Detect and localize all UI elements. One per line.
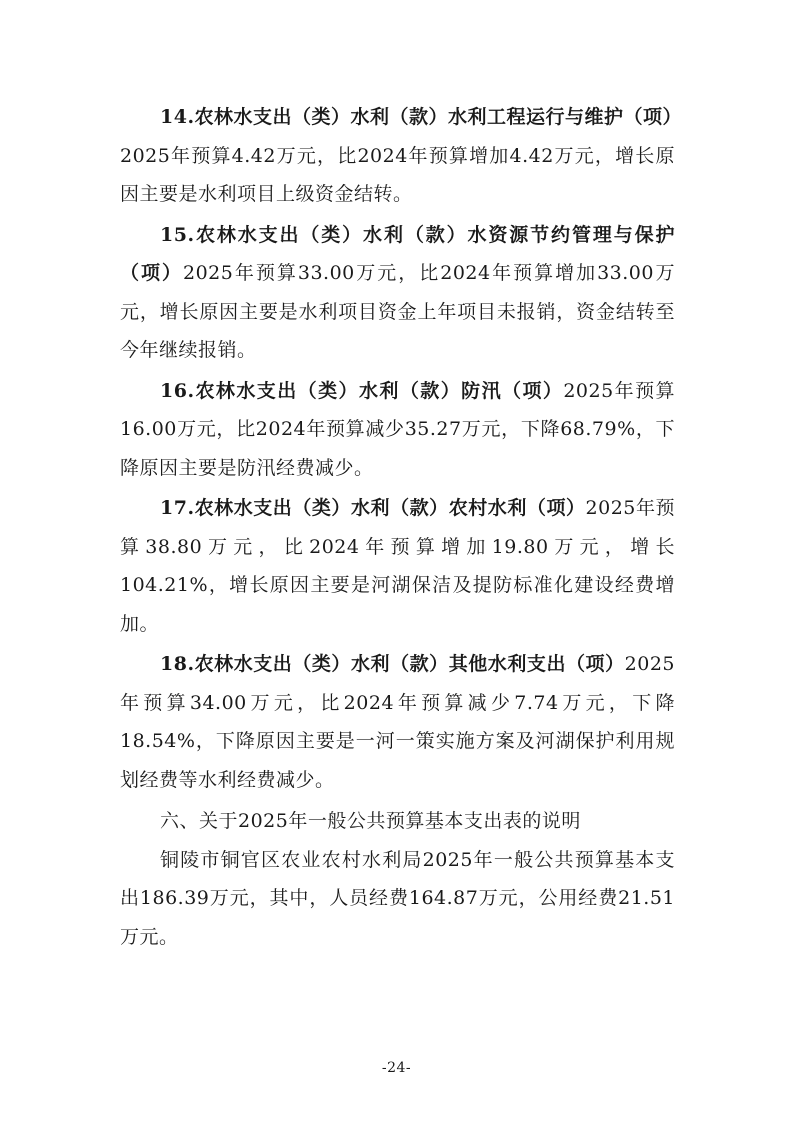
item-18-title: 18.农林水支出（类）水利（款）其他水利支出（项） bbox=[160, 653, 625, 675]
item-15-paragraph bbox=[120, 216, 675, 370]
item-16-title: 16.农林水支出（类）水利（款）防汛（项） bbox=[160, 379, 564, 402]
item-18-paragraph bbox=[120, 645, 675, 799]
item-16-paragraph bbox=[120, 372, 675, 488]
item-17-body: 2025年预算38.80万元，比2024年预算增加19.80万元，增长104.21%，增长原因主要是河湖保洁及提防标准化建设经费增加。 bbox=[120, 497, 675, 635]
item-15-title: 15.农林水支出（类）水利（款）水资源节约管理与保护（项） bbox=[120, 223, 675, 284]
item-14-body: 2025年预算4.42万元，比2024年预算增加4.42万元，增长原因主要是水利项目上级资金结转。 bbox=[120, 144, 675, 205]
page-content bbox=[120, 98, 683, 956]
item-18-body: 2025年预算34.00万元，比2024年预算减少7.74万元，下降18.54%，下降原因主要是一河一策实施方案及河湖保护利用规划经费等水利经费减少。 bbox=[120, 653, 675, 791]
item-17-title: 17.农林水支出（类）水利（款）农村水利（项） bbox=[160, 497, 586, 519]
item-14-paragraph bbox=[120, 98, 683, 214]
item-15-body: 2025年预算33.00万元，比2024年预算增加33.00万元，增长原因主要是水利项目资金上年项目未报销，资金结转至今年继续报销。 bbox=[120, 262, 675, 361]
item-16-body: 2025年预算16.00万元，比2024年预算减少35.27万元，下降68.79%，下降原因主要是防汛经费减少。 bbox=[120, 379, 676, 479]
page-number: -24- bbox=[381, 1060, 412, 1076]
section-six-body: 铜陵市铜官区农业农村水利局2025年一般公共预算基本支出186.39万元，其中，人员经费164.87万元，公用经费21.51万元。 bbox=[120, 848, 675, 948]
item-14-title: 14.农林水支出（类）水利（款）水利工程运行与维护（项） bbox=[160, 106, 683, 128]
section-six-heading: 六、关于2025年一般公共预算基本支出表的说明 bbox=[160, 810, 581, 832]
item-17-paragraph bbox=[120, 489, 675, 643]
